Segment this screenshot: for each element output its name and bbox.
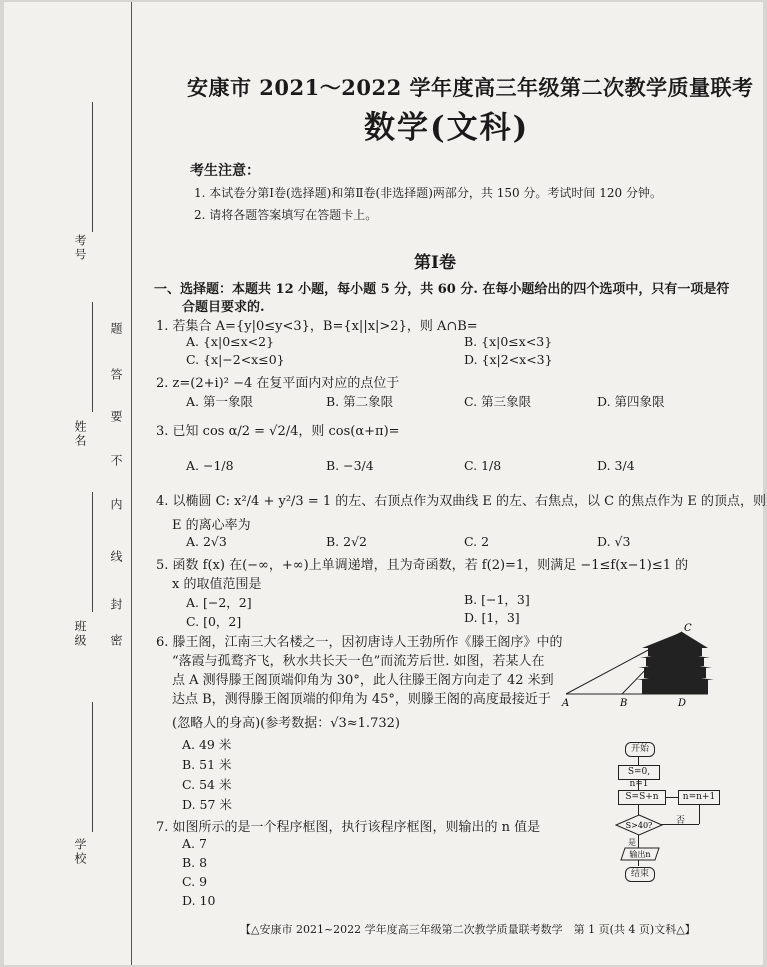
- q7-option-c: C. 9: [182, 874, 208, 889]
- q6-option-d: D. 57 米: [182, 797, 232, 812]
- q5-option-a: A. [−2，2]: [186, 595, 252, 610]
- q2-option-d: D. 第四象限: [597, 394, 665, 409]
- seal-char-3: 要: [109, 410, 123, 424]
- flow-output: [620, 847, 660, 861]
- exam-no-underline: [92, 102, 93, 232]
- q3-option-b: B. −3/4: [326, 458, 374, 473]
- q4-option-c: C. 2: [464, 534, 490, 549]
- q4-stem-1: 4. 以椭圆 C: x²/4 + y²/3 = 1 的左、右顶点作为双曲线 E 的左、右焦点，以 C 的焦点作为 E 的顶点，则: [156, 494, 766, 509]
- flow-condition-text: S>40?: [625, 821, 653, 830]
- flow-no-label: 否: [676, 816, 686, 826]
- flow-start: 开始: [625, 742, 655, 757]
- notice-heading: 考生注意：: [190, 163, 260, 179]
- q6-line-1: 6. 滕王阁，江南三大名楼之一，因初唐诗人王勃所作《滕王阁序》中的: [156, 635, 563, 650]
- pavilion-building: [636, 632, 714, 694]
- q5-option-d: D. [1，3]: [464, 610, 520, 625]
- q3-stem: 3. 已知 cos α/2 = √2/4，则 cos(α+π)=: [156, 424, 400, 439]
- q5-option-c: C. [0，2]: [186, 614, 242, 629]
- exam-title: 安康市 2021～2022 学年度高三年级第二次教学质量联考: [187, 75, 754, 100]
- q1-option-a: A. {x|0≤x<2}: [186, 334, 275, 349]
- binding-line: [131, 2, 132, 965]
- q1-option-d: D. {x|2<x<3}: [464, 352, 553, 367]
- q6-line-5: (忽略人的身高)(参考数据：√3≈1.732): [172, 716, 400, 731]
- q7-stem: 7. 如图所示的是一个程序框图，执行该程序框图，则输出的 n 值是: [156, 820, 541, 835]
- flow-condition: [615, 814, 663, 836]
- q4-option-d: D. √3: [597, 534, 631, 549]
- q6-line-2: “落霞与孤鹜齐飞，秋水共长天一色”而流芳后世. 如图，若某人在: [172, 654, 545, 669]
- seal-char-5: 内: [109, 498, 123, 512]
- exam-no-label: 考号: [73, 234, 87, 262]
- seal-char-7: 封: [109, 598, 123, 612]
- q2-option-b: B. 第二象限: [326, 394, 394, 409]
- name-underline: [92, 302, 93, 412]
- subject-title: 数学(文科): [364, 110, 530, 146]
- q3-option-c: C. 1/8: [464, 458, 502, 473]
- fig-label-d: D: [678, 698, 687, 708]
- q4-option-b: B. 2√2: [326, 534, 368, 549]
- q5-stem-2: x 的取值范围是: [172, 577, 262, 592]
- flow-end: 结束: [625, 867, 655, 882]
- class-label: 班级: [73, 620, 87, 648]
- q1-option-c: C. {x|−2<x≤0}: [186, 352, 285, 367]
- flow-output-text: 输出n: [629, 850, 651, 859]
- q7-option-b: B. 8: [182, 855, 208, 870]
- q2-option-a: A. 第一象限: [186, 394, 253, 409]
- page-footer: 【△安康市 2021~2022 学年度高三年级第二次教学质量联考数学 第 1 页(共 4 页)文科△】: [240, 923, 696, 936]
- section-instruction-1: 一、选择题：本题共 12 小题，每小题 5 分，共 60 分. 在每小题给出的四个选项中，只有一项是符: [154, 282, 730, 297]
- section-instruction-2: 合题目要求的.: [182, 300, 265, 315]
- q2-option-c: C. 第三象限: [464, 394, 532, 409]
- seal-char-6: 线: [109, 550, 123, 564]
- seal-char-2: 答: [109, 368, 123, 382]
- fig-label-a: A: [562, 698, 570, 708]
- q6-option-c: C. 54 米: [182, 777, 232, 792]
- q6-line-4: 达点 B，测得滕王阁顶端的仰角为 45°，则滕王阁的高度最接近于: [172, 692, 551, 707]
- q4-stem-2: E 的离心率为: [172, 518, 251, 533]
- pavilion-figure: [560, 622, 720, 708]
- q6-option-a: A. 49 米: [182, 737, 232, 752]
- q7-option-a: A. 7: [182, 836, 207, 851]
- flow-yes-label: 是: [628, 838, 636, 847]
- section-title: 第Ⅰ卷: [414, 253, 456, 273]
- notice-item-1: 1. 本试卷分第Ⅰ卷(选择题)和第Ⅱ卷(非选择题)两部分，共 150 分。考试时间 120 分钟。: [194, 186, 662, 200]
- flow-update-n: n=n+1: [678, 790, 720, 805]
- q5-stem-1: 5. 函数 f(x) 在(−∞，+∞)上单调递增，且为奇函数，若 f(2)=1，则满足 −1≤f(x−1)≤1 的: [156, 558, 689, 573]
- seal-char-4: 不: [109, 454, 123, 468]
- q4-option-a: A. 2√3: [186, 534, 227, 549]
- fig-label-c: C: [684, 623, 692, 634]
- q7-option-d: D. 10: [182, 893, 216, 908]
- class-underline: [92, 492, 93, 612]
- school-label: 学校: [73, 838, 87, 866]
- notice-item-2: 2. 请将各题答案填写在答题卡上。: [194, 208, 378, 222]
- q6-option-b: B. 51 米: [182, 757, 232, 772]
- q5-option-b: B. [−1，3]: [464, 592, 530, 607]
- exam-sheet: [4, 2, 766, 965]
- seal-char-8: 密: [109, 634, 123, 648]
- flow-update-s: S=S+n: [618, 790, 666, 805]
- q3-option-d: D. 3/4: [597, 458, 635, 473]
- q6-line-3: 点 A 测得滕王阁顶端仰角为 30°，此人往滕王阁方向走了 42 米到: [172, 673, 554, 688]
- name-label: 姓名: [73, 420, 87, 448]
- q3-option-a: A. −1/8: [186, 458, 234, 473]
- seal-char-1: 题: [109, 322, 123, 336]
- school-underline: [92, 702, 93, 832]
- flow-init: S=0, n=1: [618, 765, 660, 780]
- q1-option-b: B. {x|0≤x<3}: [464, 334, 553, 349]
- q2-stem: 2. z=(2+i)² −4 在复平面内对应的点位于: [156, 376, 400, 391]
- q1-stem: 1. 若集合 A={y|0≤y<3}，B={x||x|>2}，则 A∩B=: [156, 319, 478, 334]
- fig-label-b: B: [620, 698, 628, 708]
